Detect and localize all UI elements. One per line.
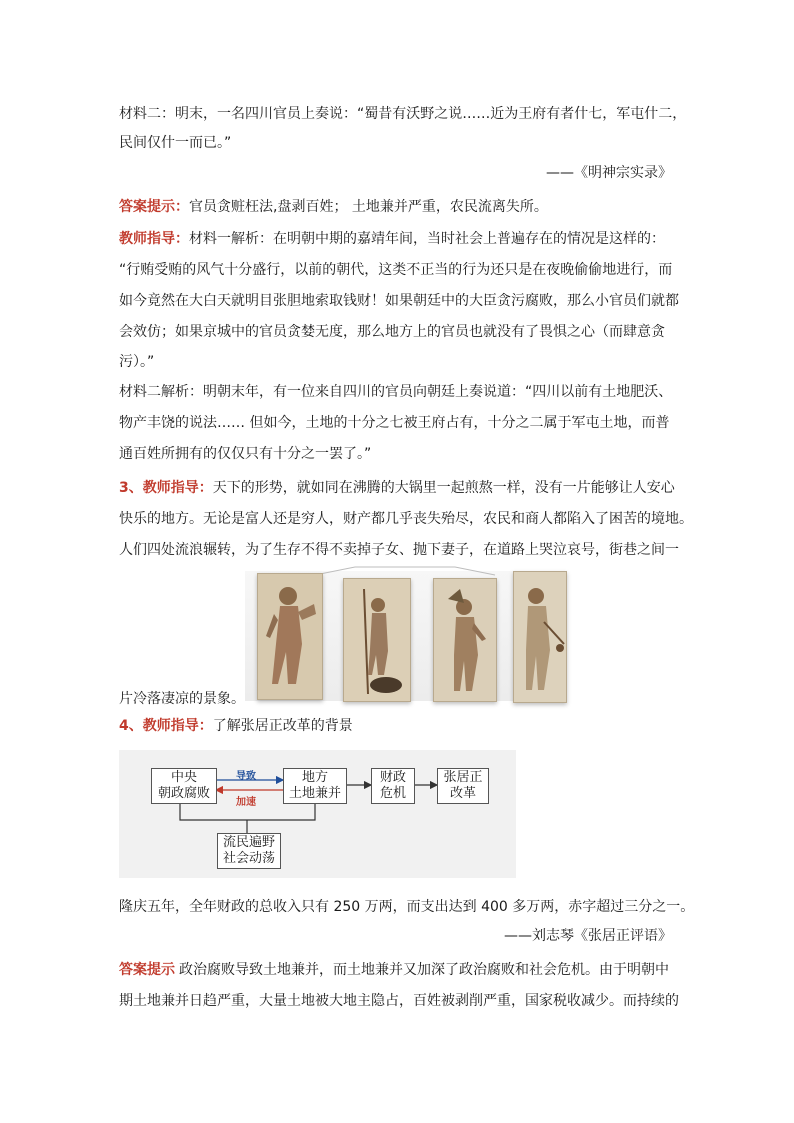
painting-1 <box>257 573 323 700</box>
teacher-guide-3 <box>119 478 675 498</box>
answer-hint-2 <box>119 960 669 980</box>
box4-line2: 改革 <box>449 786 476 801</box>
teacher-guide-1 <box>119 229 665 249</box>
refugee-paintings <box>245 563 565 703</box>
teacher3-line2: 快乐的地方。无论是富人还是穷人，财产都几乎丧失殆尽，农民和商人都陷入了困苦的境地。 <box>119 511 693 527</box>
finance-source: ——刘志琴《张居正评语》 <box>504 928 672 944</box>
material2-line1: 材料二：明末，一名四川官员上奏说：“蜀昔有沃野之说……近为王府有者什七，军屯什二， <box>119 106 687 122</box>
box5-line1: 流民遍野 <box>222 835 275 850</box>
painting-2 <box>343 578 411 702</box>
finance-text: 隆庆五年，全年财政的总收入只有 250 万两，而支出达到 400 多万两，赤字超过三分之一。 <box>119 899 695 915</box>
teacher-line4: 会效仿；如果京城中的官员贪婪无度，那么地方上的官员也就没有了畏惧之心（而肆意贪 <box>119 324 665 340</box>
teacher-label: 教师指导： <box>119 231 189 247</box>
teacher-line5: 污）。” <box>119 354 155 370</box>
box2-line1: 地方 <box>301 770 328 785</box>
teacher-line1: 材料一解析：在明朝中期的嘉靖年间，当时社会上普遍存在的情况是这样的： <box>189 231 665 247</box>
analysis2-line3: 通百姓所拥有的仅仅只有十分之一罢了。” <box>119 446 372 462</box>
painting-3 <box>433 578 497 702</box>
teacher-line3: 如今竟然在大白天就明目张胆地索取钱财！如果朝廷中的大臣贪污腐败，那么小官员们就都 <box>119 293 679 309</box>
teacher4-label: 4、教师指导： <box>119 718 213 734</box>
box-central-corruption <box>151 768 217 804</box>
box-fiscal-crisis <box>371 768 415 804</box>
teacher3-line1: 天下的形势，就如同在沸腾的大锅里一起煎熬一样，没有一片能够让人安心 <box>212 480 675 496</box>
arrow-label-lead-to: 导致 <box>236 771 256 782</box>
answer2-label: 答案提示 <box>119 962 175 978</box>
answer-text: 官员贪赃枉法,盘剥百姓； 土地兼并严重，农民流离失所。 <box>189 199 548 215</box>
box2-line2: 土地兼并 <box>288 786 341 801</box>
teacher3-line4: 片冷落凄凉的景象。 <box>119 691 245 707</box>
teacher4-text: 了解张居正改革的背景 <box>212 718 353 734</box>
reform-background-flowchart <box>119 750 516 878</box>
answer-label: 答案提示： <box>119 199 189 215</box>
answer-hint-1 <box>119 197 548 217</box>
box3-line1: 财政 <box>379 770 406 785</box>
box1-line2: 朝政腐败 <box>157 786 210 801</box>
material2-line2: 民间仅什一而已。” <box>119 135 232 151</box>
teacher3-line3: 人们四处流浪辗转，为了生存不得不卖掉子女、抛下妻子，在道路上哭泣哀号，街巷之间一 <box>119 542 679 558</box>
answer2-line2: 期土地兼并日趋严重，大量土地被大地主隐占，百姓被剥削严重，国家税收减少。而持续的 <box>119 993 679 1009</box>
arrow-label-accelerate: 加速 <box>236 797 256 808</box>
material2-source: ——《明神宗实录》 <box>546 165 672 181</box>
teacher-line2: “行贿受贿的风气十分盛行，以前的朝代，这类不正当的行为还只是在夜晚偷偷地进行，而 <box>119 262 673 278</box>
box-zhang-reform <box>437 768 489 804</box>
teacher-guide-4 <box>119 716 353 736</box>
box5-line2: 社会动荡 <box>222 851 275 866</box>
analysis2-line2: 物产丰饶的说法…… 但如今，土地的十分之七被王府占有，十分之二属于军屯土地，而普 <box>119 415 670 431</box>
teacher3-label: 3、教师指导： <box>119 480 213 496</box>
answer2-line1: 政治腐败导致土地兼并，而土地兼并又加深了政治腐败和社会危机。由于明朝中 <box>179 962 669 978</box>
painting-4 <box>513 571 567 703</box>
box-land-annexation <box>283 768 347 804</box>
box4-line1: 张居正 <box>443 770 483 785</box>
box-social-unrest <box>217 833 281 869</box>
box3-line2: 危机 <box>379 786 406 801</box>
box1-line1: 中央 <box>170 770 197 785</box>
analysis2-line1: 材料二解析：明朝末年，有一位来自四川的官员向朝廷上奏说道：“四川以前有土地肥沃、 <box>119 384 673 400</box>
